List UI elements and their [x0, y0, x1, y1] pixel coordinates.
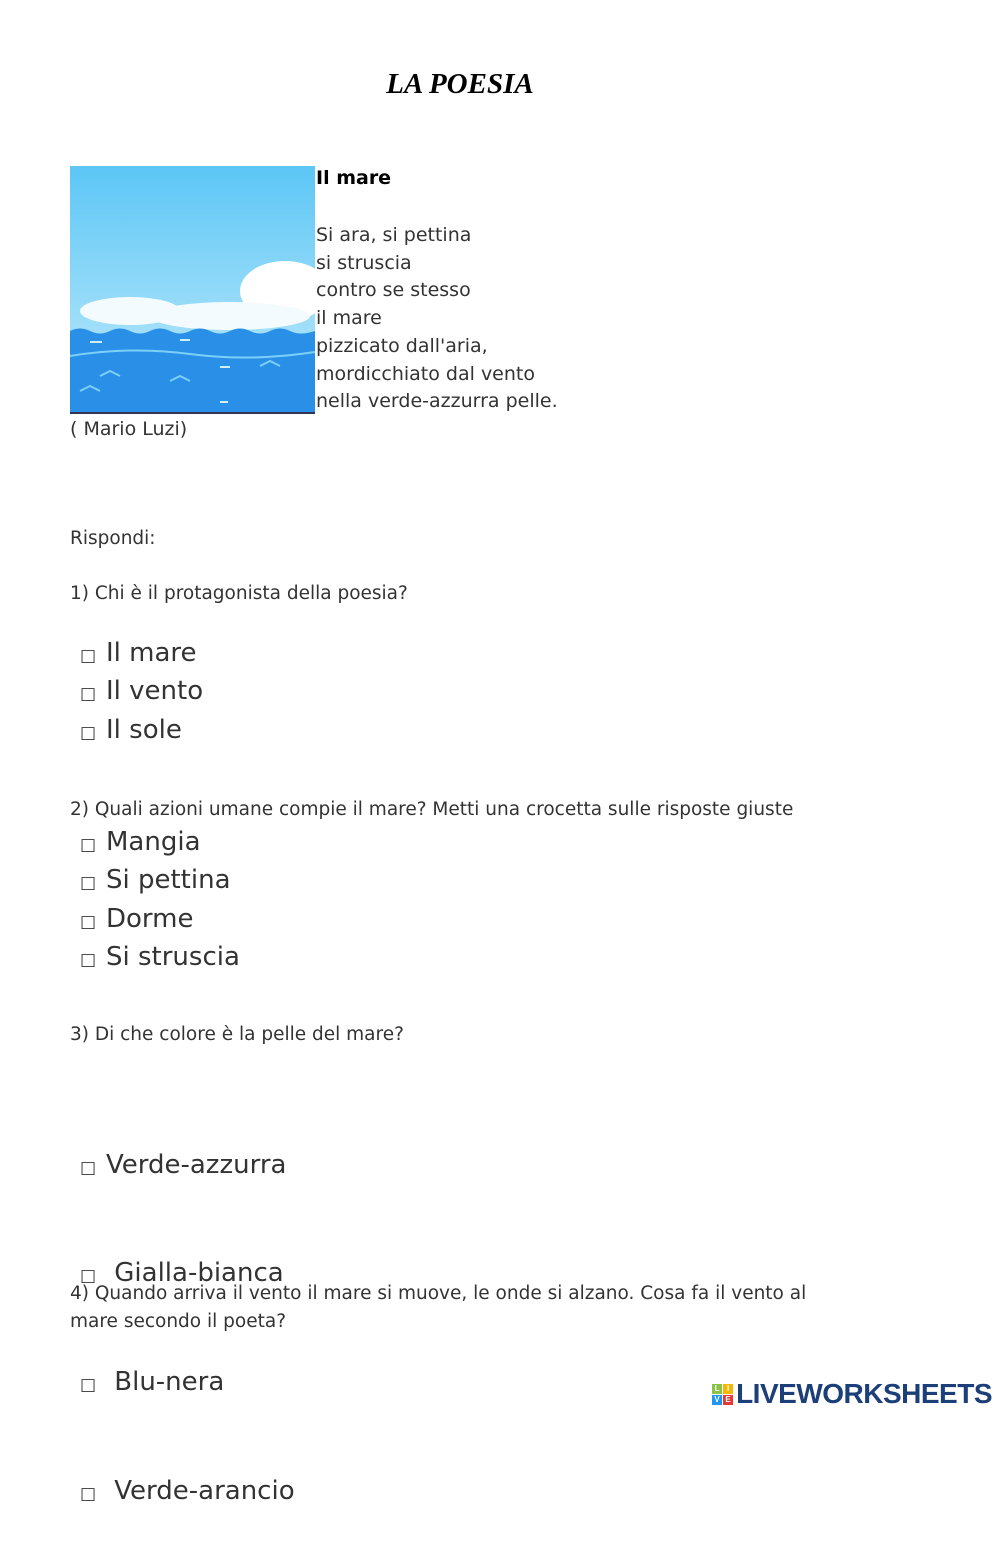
- option-label: Si struscia: [106, 941, 240, 972]
- logo-tile: L: [712, 1384, 722, 1394]
- option[interactable]: [80, 636, 203, 674]
- logo-tile: I: [723, 1384, 733, 1394]
- option[interactable]: [80, 902, 240, 940]
- option-label: Dorme: [106, 903, 194, 934]
- checkbox[interactable]: □: [80, 949, 97, 970]
- option[interactable]: [80, 713, 203, 751]
- logo-text: LIVEWORKSHEETS: [736, 1378, 992, 1409]
- poem-line: contro se stesso: [316, 279, 471, 302]
- checkbox[interactable]: □: [80, 684, 97, 705]
- question-4-line2: mare secondo il poeta?: [70, 1311, 287, 1332]
- poem-line: pizzicato dall'aria,: [316, 334, 488, 357]
- option-label: Verde-arancio: [106, 1476, 295, 1507]
- logo-tile: E: [723, 1395, 733, 1405]
- poem-line: si struscia: [316, 251, 412, 274]
- checkbox[interactable]: □: [80, 1484, 97, 1505]
- option[interactable]: [80, 863, 240, 901]
- option-label: Si pettina: [106, 865, 231, 896]
- checkbox[interactable]: □: [80, 873, 97, 894]
- page-title: LA POESIA: [386, 68, 534, 100]
- sea-illustration: [70, 166, 315, 414]
- checkbox[interactable]: □: [80, 1157, 97, 1178]
- instruction: Rispondi:: [70, 528, 156, 549]
- option-label: Verde-azzurra: [106, 1149, 287, 1180]
- question-4: 4) Quando arriva il vento il mare si muove, le onde si alzano. Cosa fa il vento al: [70, 1283, 807, 1304]
- question-2: 2) Quali azioni umane compie il mare? Metti una crocetta sulle risposte giuste: [70, 799, 794, 820]
- option[interactable]: [80, 1148, 295, 1186]
- question-1: 1) Chi è il protagonista della poesia?: [70, 583, 408, 604]
- liveworksheets-logo: [712, 1378, 992, 1410]
- checkbox[interactable]: □: [80, 722, 97, 743]
- question-2-options: [80, 825, 240, 978]
- checkbox[interactable]: □: [80, 835, 97, 855]
- poem-line: mordicchiato dal vento: [316, 362, 535, 385]
- logo-tiles-icon: [712, 1384, 733, 1405]
- option-label: Il vento: [106, 676, 204, 707]
- question-1-options: [80, 636, 203, 751]
- option-label: Gialla-bianca: [106, 1258, 284, 1289]
- option-label: Il mare: [106, 638, 197, 668]
- checkbox[interactable]: □: [80, 911, 97, 932]
- checkbox[interactable]: □: [80, 1266, 97, 1287]
- poem-line: il mare: [316, 307, 382, 330]
- option-label: Blu-nera: [106, 1367, 225, 1398]
- option[interactable]: [80, 825, 240, 863]
- poem-author: ( Mario Luzi): [70, 418, 188, 440]
- option[interactable]: [80, 1474, 295, 1512]
- poem-body: [316, 222, 558, 416]
- poem-title: Il mare: [316, 167, 392, 189]
- poem-line: nella verde-azzurra pelle.: [316, 390, 558, 413]
- question-3: 3) Di che colore è la pelle del mare?: [70, 1024, 404, 1045]
- option[interactable]: [80, 1365, 295, 1403]
- option[interactable]: [80, 674, 203, 712]
- option-label: Il sole: [106, 714, 182, 745]
- checkbox[interactable]: □: [80, 1375, 97, 1396]
- option[interactable]: [80, 940, 240, 978]
- checkbox[interactable]: □: [80, 646, 97, 666]
- logo-tile: V: [712, 1395, 722, 1405]
- poem-line: Si ara, si pettina: [316, 224, 472, 246]
- option-label: Mangia: [106, 827, 201, 857]
